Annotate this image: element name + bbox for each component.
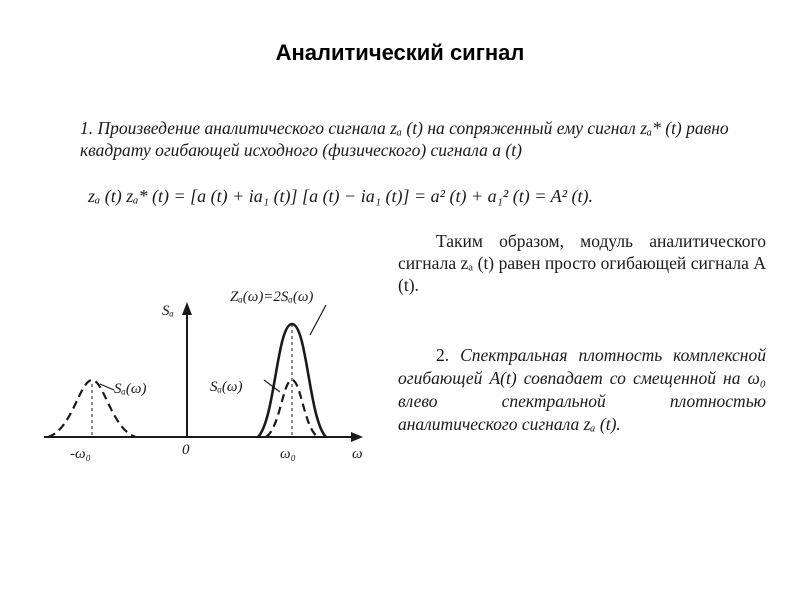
x-axis-arrow bbox=[351, 432, 363, 442]
tick-omega0: ω₀ bbox=[280, 446, 296, 462]
label-right-dashed: Sₐ(ω) bbox=[210, 379, 243, 395]
x-axis-label: ω bbox=[352, 446, 363, 462]
paragraph-1: 1. Произведение аналитического сигнала zₐ (t) на сопряженный ему сигнал zₐ* (t) равно квадрату огибающей исходного (физического) сигнала a (t) bbox=[80, 118, 729, 160]
paragraph-2-number: 2. bbox=[436, 345, 450, 365]
paragraph-modulus: Таким образом, модуль аналитического сигнала zₐ (t) равен просто огибающей сигнала A (t). bbox=[398, 231, 766, 295]
tick-neg-omega: -ω₀ bbox=[70, 446, 91, 462]
formula: zₐ (t) zₐ* (t) = [a (t) + ia₁ (t)] [a (t) − ia₁ (t)] = a² (t) + a₁² (t) = A² (t). bbox=[88, 186, 593, 206]
paragraph-2 bbox=[398, 344, 766, 436]
spectrum-figure bbox=[30, 280, 380, 480]
label-right-solid: Zₐ(ω)=2Sₐ(ω) bbox=[230, 289, 314, 305]
y-axis-arrow bbox=[182, 302, 192, 315]
leader-left bbox=[100, 384, 114, 390]
y-axis-label: Sₐ bbox=[162, 303, 174, 319]
slide-title: Аналитический сигнал bbox=[275, 40, 525, 65]
tick-zero: 0 bbox=[182, 442, 190, 458]
paragraph-2-text: Спектральная плотность комплексной огибающей A(t) совпадает со смещенной на ω₀ влево спектральной плотностью аналитического сигнала zₐ (t). bbox=[398, 345, 766, 434]
leader-solid bbox=[310, 305, 326, 335]
label-left-peak: Sₐ(ω) bbox=[114, 381, 147, 397]
